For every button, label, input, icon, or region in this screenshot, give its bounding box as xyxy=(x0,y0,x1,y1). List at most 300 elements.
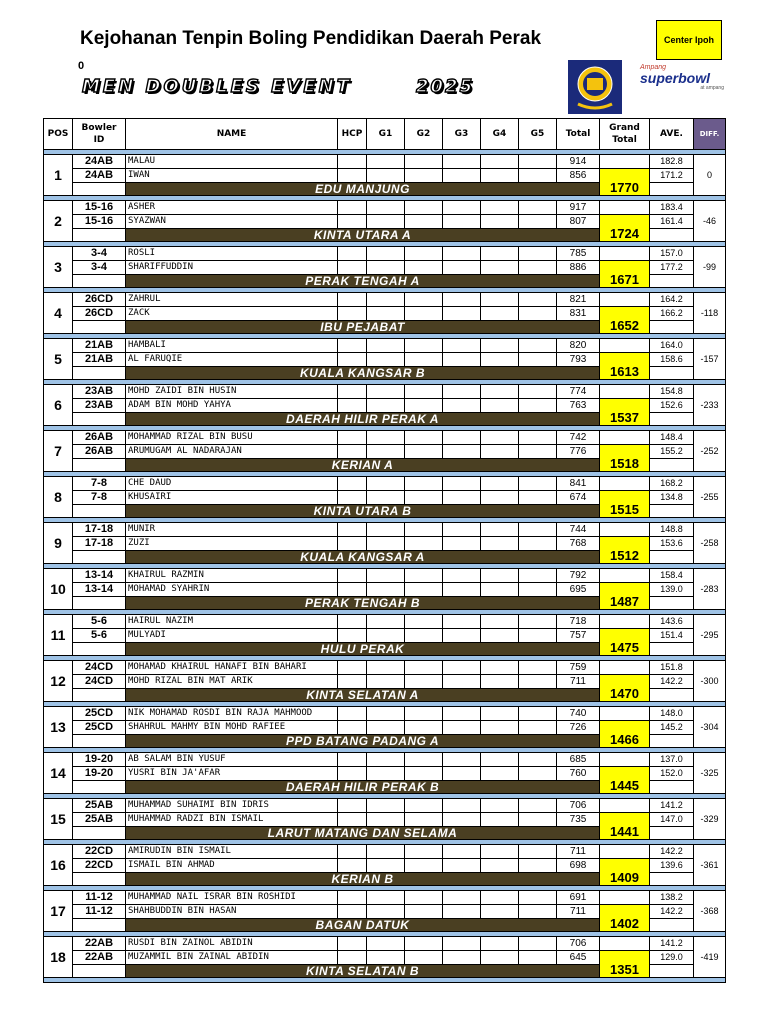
hcp-cell xyxy=(338,845,367,859)
game-cell xyxy=(443,615,481,629)
game-cell xyxy=(405,445,443,459)
team-spacer xyxy=(650,275,694,288)
bowler-name-cell: KHAIRUL RAZMIN xyxy=(126,569,338,583)
average-cell: 151.8 xyxy=(650,661,694,675)
team-spacer xyxy=(73,827,126,840)
game-cell xyxy=(443,399,481,413)
game-cell xyxy=(481,891,519,905)
game-cell xyxy=(481,201,519,215)
hcp-cell xyxy=(338,767,367,781)
grand-total-spacer xyxy=(600,523,650,537)
game-cell xyxy=(443,569,481,583)
team-spacer xyxy=(650,505,694,518)
game-cell xyxy=(481,537,519,551)
average-cell: 152.6 xyxy=(650,399,694,413)
total-cell: 695 xyxy=(557,583,600,597)
average-cell: 141.2 xyxy=(650,937,694,951)
table-row xyxy=(44,339,726,353)
game-cell xyxy=(367,385,405,399)
average-cell: 142.2 xyxy=(650,905,694,919)
game-cell xyxy=(367,951,405,965)
position-cell: 4 xyxy=(44,293,73,334)
event-title: MEN DOUBLES EVENT xyxy=(82,76,352,97)
total-cell: 691 xyxy=(557,891,600,905)
grand-total-cell: 1466 xyxy=(600,721,650,748)
hcp-cell xyxy=(338,707,367,721)
game-cell xyxy=(443,293,481,307)
team-spacer xyxy=(73,505,126,518)
diff-cell: 0 xyxy=(694,155,726,196)
game-cell xyxy=(367,583,405,597)
game-cell xyxy=(405,629,443,643)
game-cell xyxy=(443,813,481,827)
total-cell: 744 xyxy=(557,523,600,537)
team-spacer xyxy=(650,229,694,242)
table-row xyxy=(44,813,726,827)
total-cell: 711 xyxy=(557,675,600,689)
hcp-cell xyxy=(338,721,367,735)
game-cell xyxy=(405,523,443,537)
bowler-id-cell: 25CD xyxy=(73,721,126,735)
hcp-cell xyxy=(338,385,367,399)
bowler-name-cell: MALAU xyxy=(126,155,338,169)
logo-top-text: Ampang xyxy=(640,64,667,71)
diff-cell: -329 xyxy=(694,799,726,840)
game-cell xyxy=(519,799,557,813)
game-cell xyxy=(481,813,519,827)
game-cell xyxy=(367,399,405,413)
average-cell: 152.0 xyxy=(650,767,694,781)
game-cell xyxy=(405,569,443,583)
game-cell xyxy=(481,399,519,413)
table-row xyxy=(44,491,726,505)
game-cell xyxy=(519,523,557,537)
team-name-bar: PERAK TENGAH A xyxy=(126,275,600,288)
table-row xyxy=(44,615,726,629)
game-cell xyxy=(443,307,481,321)
grand-total-spacer xyxy=(600,385,650,399)
game-cell xyxy=(443,491,481,505)
col-grand-line2: Total xyxy=(612,135,637,145)
grand-total-cell: 1487 xyxy=(600,583,650,610)
diff-cell: -46 xyxy=(694,201,726,242)
col-g1: G1 xyxy=(367,119,405,150)
col-grand-line1: Grand xyxy=(609,123,640,133)
hcp-cell xyxy=(338,537,367,551)
diff-cell: -419 xyxy=(694,937,726,978)
game-cell xyxy=(405,201,443,215)
average-cell: 139.0 xyxy=(650,583,694,597)
game-cell xyxy=(519,353,557,367)
table-row xyxy=(44,399,726,413)
hcp-cell xyxy=(338,629,367,643)
col-hcp: HCP xyxy=(338,119,367,150)
col-g3: G3 xyxy=(443,119,481,150)
game-cell xyxy=(405,661,443,675)
game-cell xyxy=(481,293,519,307)
game-cell xyxy=(481,261,519,275)
bowler-id-cell: 24AB xyxy=(73,169,126,183)
team-spacer xyxy=(650,873,694,886)
grand-total-spacer xyxy=(600,155,650,169)
table-row xyxy=(44,905,726,919)
bowler-id-cell: 26CD xyxy=(73,293,126,307)
bowler-id-cell: 22CD xyxy=(73,845,126,859)
hcp-cell xyxy=(338,247,367,261)
bowler-name-cell: MUHAMMAD NAIL ISRAR BIN ROSHIDI xyxy=(126,891,338,905)
average-cell: 164.2 xyxy=(650,293,694,307)
total-cell: 711 xyxy=(557,845,600,859)
average-cell: 147.0 xyxy=(650,813,694,827)
game-cell xyxy=(519,307,557,321)
team-spacer xyxy=(650,183,694,196)
hcp-cell xyxy=(338,307,367,321)
total-cell: 856 xyxy=(557,169,600,183)
bowler-name-cell: MOHAMMAD RIZAL BIN BUSU xyxy=(126,431,338,445)
col-ave: AVE. xyxy=(650,119,694,150)
average-cell: 153.6 xyxy=(650,537,694,551)
game-cell xyxy=(367,629,405,643)
game-cell xyxy=(443,431,481,445)
logo-main-text: superbowl xyxy=(640,70,711,86)
total-cell: 711 xyxy=(557,905,600,919)
game-cell xyxy=(367,169,405,183)
game-cell xyxy=(443,385,481,399)
game-cell xyxy=(405,891,443,905)
game-cell xyxy=(481,721,519,735)
grand-total-cell: 1770 xyxy=(600,169,650,196)
game-cell xyxy=(405,477,443,491)
game-cell xyxy=(443,845,481,859)
game-cell xyxy=(443,951,481,965)
hcp-cell xyxy=(338,201,367,215)
team-spacer xyxy=(73,413,126,426)
grand-total-spacer xyxy=(600,339,650,353)
game-cell xyxy=(481,385,519,399)
bowler-name-cell: MUZAMMIL BIN ZAINAL ABIDIN xyxy=(126,951,338,965)
game-cell xyxy=(367,799,405,813)
position-cell: 10 xyxy=(44,569,73,610)
game-cell xyxy=(481,767,519,781)
bowler-id-cell: 22AB xyxy=(73,937,126,951)
grand-total-cell: 1409 xyxy=(600,859,650,886)
hcp-cell xyxy=(338,891,367,905)
hcp-cell xyxy=(338,523,367,537)
game-cell xyxy=(405,339,443,353)
team-name-bar: KINTA UTARA B xyxy=(126,505,600,518)
game-cell xyxy=(443,629,481,643)
game-cell xyxy=(405,767,443,781)
team-name-bar: KUALA KANGSAR B xyxy=(126,367,600,380)
average-cell: 168.2 xyxy=(650,477,694,491)
bowler-id-cell: 22CD xyxy=(73,859,126,873)
game-cell xyxy=(519,155,557,169)
hcp-cell xyxy=(338,753,367,767)
game-cell xyxy=(405,537,443,551)
game-cell xyxy=(367,905,405,919)
table-row xyxy=(44,293,726,307)
table-row xyxy=(44,569,726,583)
diff-cell: -118 xyxy=(694,293,726,334)
average-cell: 145.2 xyxy=(650,721,694,735)
grand-total-spacer xyxy=(600,569,650,583)
team-name-bar: KUALA KANGSAR A xyxy=(126,551,600,564)
superbowl-logo xyxy=(640,64,730,98)
grand-total-spacer xyxy=(600,477,650,491)
bowler-name-cell: ZAHRUL xyxy=(126,293,338,307)
grand-total-spacer xyxy=(600,293,650,307)
bowler-name-cell: MOHAMAD KHAIRUL HANAFI BIN BAHARI xyxy=(126,661,338,675)
hcp-cell xyxy=(338,905,367,919)
bowler-name-cell: ADAM BIN MOHD YAHYA xyxy=(126,399,338,413)
game-cell xyxy=(367,293,405,307)
diff-cell: -233 xyxy=(694,385,726,426)
table-row xyxy=(44,445,726,459)
game-cell xyxy=(481,569,519,583)
table-row xyxy=(44,307,726,321)
total-cell: 917 xyxy=(557,201,600,215)
table-row xyxy=(44,353,726,367)
total-cell: 726 xyxy=(557,721,600,735)
team-spacer xyxy=(73,229,126,242)
game-cell xyxy=(443,339,481,353)
grand-total-cell: 1537 xyxy=(600,399,650,426)
table-row xyxy=(44,707,726,721)
average-cell: 142.2 xyxy=(650,675,694,689)
bowler-name-cell: HAIRUL NAZIM xyxy=(126,615,338,629)
game-cell xyxy=(443,155,481,169)
average-cell: 137.0 xyxy=(650,753,694,767)
average-cell: 148.8 xyxy=(650,523,694,537)
table-row xyxy=(44,721,726,735)
total-cell: 706 xyxy=(557,937,600,951)
grand-total-cell: 1512 xyxy=(600,537,650,564)
grand-total-cell: 1518 xyxy=(600,445,650,472)
page-title: Kejohanan Tenpin Boling Pendidikan Daerah Perak xyxy=(80,28,542,49)
col-bowler-line1: Bowler xyxy=(81,123,117,133)
hcp-cell xyxy=(338,491,367,505)
game-cell xyxy=(481,615,519,629)
game-cell xyxy=(481,431,519,445)
team-spacer xyxy=(650,827,694,840)
average-cell: 139.6 xyxy=(650,859,694,873)
col-grand-total xyxy=(600,119,650,150)
game-cell xyxy=(481,951,519,965)
game-cell xyxy=(367,859,405,873)
bowler-id-cell: 21AB xyxy=(73,339,126,353)
bowler-name-cell: MUHAMMAD RADZI BIN ISMAIL xyxy=(126,813,338,827)
team-name-bar: LARUT MATANG DAN SELAMA xyxy=(126,827,600,840)
table-row xyxy=(44,537,726,551)
game-cell xyxy=(443,477,481,491)
table-row xyxy=(44,385,726,399)
game-cell xyxy=(443,523,481,537)
game-cell xyxy=(367,201,405,215)
average-cell: 141.2 xyxy=(650,799,694,813)
position-cell: 9 xyxy=(44,523,73,564)
game-cell xyxy=(443,445,481,459)
game-cell xyxy=(443,247,481,261)
total-cell: 785 xyxy=(557,247,600,261)
game-cell xyxy=(519,477,557,491)
table-row xyxy=(44,261,726,275)
team-spacer xyxy=(73,965,126,978)
average-cell: 158.4 xyxy=(650,569,694,583)
bowler-id-cell: 17-18 xyxy=(73,523,126,537)
game-cell xyxy=(405,615,443,629)
table-row xyxy=(44,891,726,905)
bowler-id-cell: 24AB xyxy=(73,155,126,169)
bowler-name-cell: MOHD RIZAL BIN MAT ARIK xyxy=(126,675,338,689)
game-cell xyxy=(481,247,519,261)
position-cell: 7 xyxy=(44,431,73,472)
grand-total-spacer xyxy=(600,845,650,859)
hcp-cell xyxy=(338,169,367,183)
game-cell xyxy=(519,813,557,827)
team-name-bar: HULU PERAK xyxy=(126,643,600,656)
team-name-bar: KINTA UTARA A xyxy=(126,229,600,242)
bowler-name-cell: MOHD ZAIDI BIN HUSIN xyxy=(126,385,338,399)
team-name-bar: KINTA SELATAN A xyxy=(126,689,600,702)
hcp-cell xyxy=(338,431,367,445)
game-cell xyxy=(367,937,405,951)
game-cell xyxy=(481,523,519,537)
diff-cell: -325 xyxy=(694,753,726,794)
position-cell: 12 xyxy=(44,661,73,702)
position-cell: 6 xyxy=(44,385,73,426)
game-cell xyxy=(481,629,519,643)
total-cell: 740 xyxy=(557,707,600,721)
average-cell: 143.6 xyxy=(650,615,694,629)
average-cell: 138.2 xyxy=(650,891,694,905)
grand-total-cell: 1351 xyxy=(600,951,650,978)
average-cell: 129.0 xyxy=(650,951,694,965)
game-cell xyxy=(367,707,405,721)
bowler-name-cell: MULYADI xyxy=(126,629,338,643)
position-cell: 15 xyxy=(44,799,73,840)
game-cell xyxy=(481,675,519,689)
total-cell: 821 xyxy=(557,293,600,307)
average-cell: 164.0 xyxy=(650,339,694,353)
game-cell xyxy=(481,353,519,367)
game-cell xyxy=(519,583,557,597)
bowler-id-cell: 25AB xyxy=(73,813,126,827)
team-name-bar: BAGAN DATUK xyxy=(126,919,600,932)
team-spacer xyxy=(73,551,126,564)
bowler-name-cell: NIK MOHAMAD ROSDI BIN RAJA MAHMOOD xyxy=(126,707,338,721)
team-name-bar: DAERAH HILIR PERAK B xyxy=(126,781,600,794)
bowler-id-cell: 17-18 xyxy=(73,537,126,551)
game-cell xyxy=(481,859,519,873)
game-cell xyxy=(367,445,405,459)
total-cell: 674 xyxy=(557,491,600,505)
team-name-bar: KERIAN B xyxy=(126,873,600,886)
game-cell xyxy=(481,845,519,859)
bowler-id-cell: 3-4 xyxy=(73,247,126,261)
diff-cell: -252 xyxy=(694,431,726,472)
game-cell xyxy=(367,339,405,353)
game-cell xyxy=(367,721,405,735)
game-cell xyxy=(519,753,557,767)
team-spacer xyxy=(73,689,126,702)
game-cell xyxy=(405,155,443,169)
col-pos: POS xyxy=(44,119,73,150)
table-row xyxy=(44,523,726,537)
game-cell xyxy=(367,247,405,261)
total-cell: 742 xyxy=(557,431,600,445)
total-cell: 768 xyxy=(557,537,600,551)
game-cell xyxy=(443,767,481,781)
game-cell xyxy=(481,169,519,183)
game-cell xyxy=(519,247,557,261)
bowler-name-cell: SHAHRUL MAHMY BIN MOHD RAFIEE xyxy=(126,721,338,735)
bowler-id-cell: 15-16 xyxy=(73,215,126,229)
game-cell xyxy=(367,491,405,505)
bowler-name-cell: MOHAMAD SYAHRIN xyxy=(126,583,338,597)
grand-total-cell: 1613 xyxy=(600,353,650,380)
total-cell: 807 xyxy=(557,215,600,229)
table-row xyxy=(44,431,726,445)
game-cell xyxy=(443,891,481,905)
bowler-name-cell: MUHAMMAD SUHAIMI BIN IDRIS xyxy=(126,799,338,813)
game-cell xyxy=(481,753,519,767)
grand-total-spacer xyxy=(600,799,650,813)
game-cell xyxy=(367,753,405,767)
total-cell: 793 xyxy=(557,353,600,367)
game-cell xyxy=(519,445,557,459)
game-cell xyxy=(405,399,443,413)
diff-cell: -368 xyxy=(694,891,726,932)
average-cell: 134.8 xyxy=(650,491,694,505)
game-cell xyxy=(519,169,557,183)
bowler-name-cell: SHAHBUDDIN BIN HASAN xyxy=(126,905,338,919)
game-cell xyxy=(443,905,481,919)
game-cell xyxy=(519,629,557,643)
header-row xyxy=(44,119,726,150)
game-cell xyxy=(367,523,405,537)
col-total: Total xyxy=(557,119,600,150)
col-g4: G4 xyxy=(481,119,519,150)
game-cell xyxy=(405,859,443,873)
game-cell xyxy=(367,891,405,905)
game-cell xyxy=(519,201,557,215)
game-cell xyxy=(367,569,405,583)
game-cell xyxy=(443,707,481,721)
game-cell xyxy=(405,799,443,813)
col-g5: G5 xyxy=(519,119,557,150)
game-cell xyxy=(481,583,519,597)
table-row xyxy=(44,629,726,643)
col-diff: DIFF. xyxy=(694,119,726,150)
team-spacer xyxy=(650,781,694,794)
total-cell: 914 xyxy=(557,155,600,169)
hcp-cell xyxy=(338,583,367,597)
team-spacer xyxy=(650,367,694,380)
game-cell xyxy=(367,307,405,321)
bowler-name-cell: AMIRUDIN BIN ISMAIL xyxy=(126,845,338,859)
position-cell: 11 xyxy=(44,615,73,656)
game-cell xyxy=(405,431,443,445)
game-cell xyxy=(405,293,443,307)
position-cell: 3 xyxy=(44,247,73,288)
diff-cell: -361 xyxy=(694,845,726,886)
game-cell xyxy=(519,431,557,445)
team-spacer xyxy=(73,275,126,288)
grand-total-cell: 1515 xyxy=(600,491,650,518)
bowler-id-cell: 13-14 xyxy=(73,569,126,583)
game-cell xyxy=(405,951,443,965)
grand-total-cell: 1402 xyxy=(600,905,650,932)
